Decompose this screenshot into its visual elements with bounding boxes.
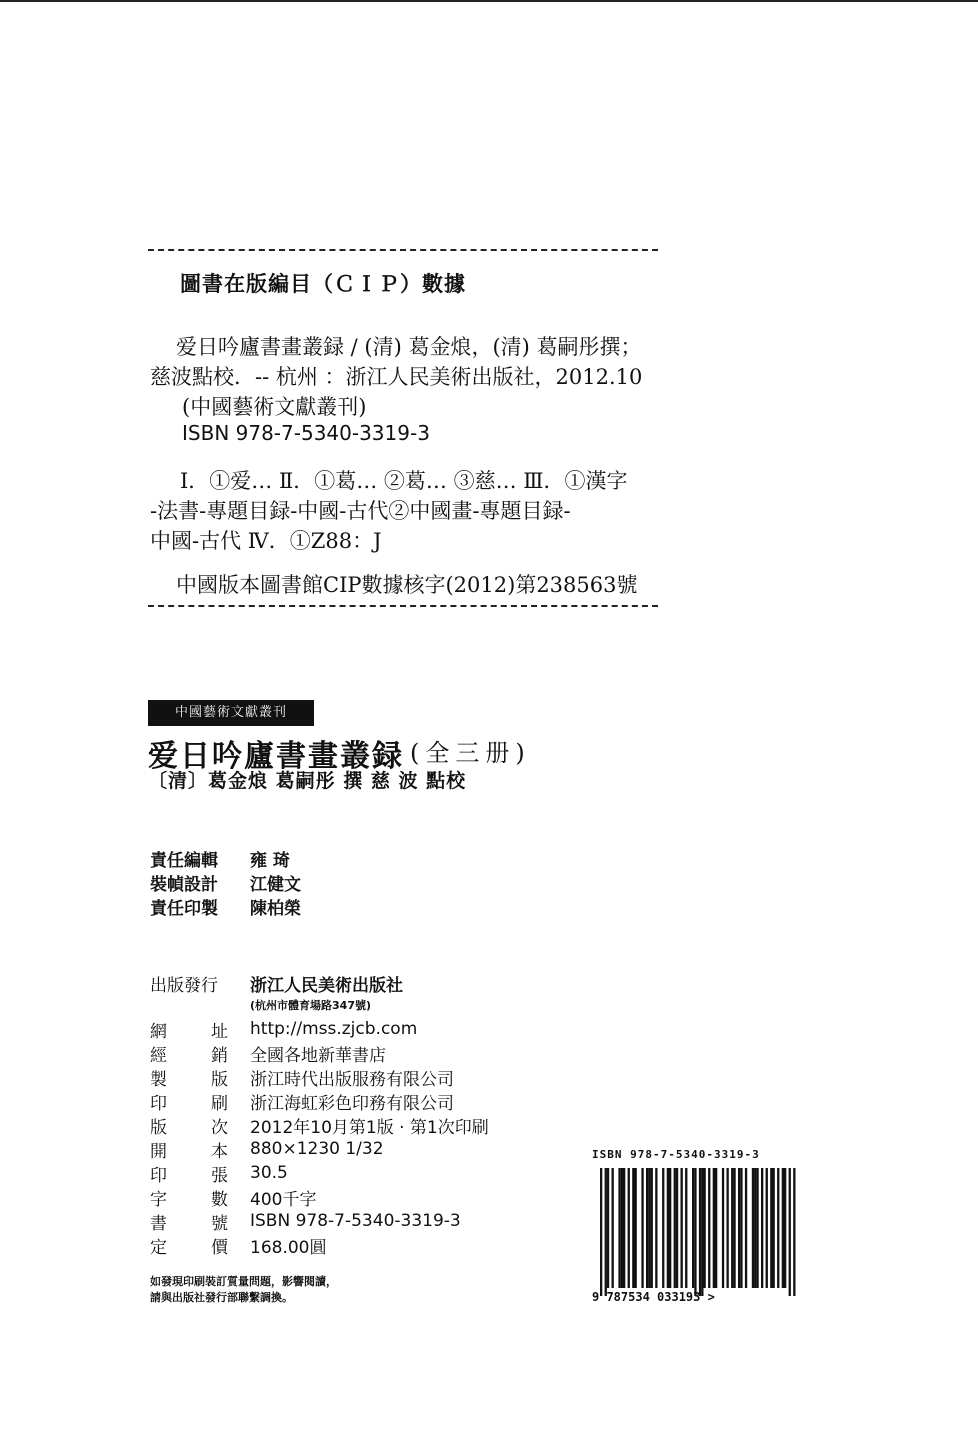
barcode-bar bbox=[694, 1168, 696, 1296]
book-volumes: (全三册) bbox=[410, 739, 531, 767]
cip-top-divider bbox=[148, 249, 658, 251]
barcode-bar bbox=[669, 1168, 671, 1288]
barcode-isbn-label: ISBN 978-7-5340-3319-3 bbox=[592, 1148, 760, 1161]
barcode-bar bbox=[731, 1168, 733, 1288]
cip-classification-line-3: 中國-古代 Ⅳ．①Z88：J bbox=[150, 529, 382, 553]
pub-row bbox=[150, 1161, 489, 1185]
publisher-label: 出版發行 bbox=[150, 975, 218, 996]
pub-label: 製 版 bbox=[150, 1069, 228, 1090]
barcode-bar bbox=[777, 1168, 779, 1288]
cip-verification-line: 中國版本圖書館CIP數據核字(2012)第238563號 bbox=[176, 573, 638, 597]
quality-notice bbox=[150, 1274, 337, 1306]
barcode-bar bbox=[628, 1168, 630, 1288]
publisher-name: 浙江人民美術出版社 bbox=[250, 975, 403, 996]
credit-label: 責任編輯 bbox=[150, 851, 218, 871]
pub-label: 定 價 bbox=[150, 1237, 228, 1258]
cip-isbn-line: ISBN 978-7-5340-3319-3 bbox=[182, 421, 430, 445]
pub-value: http://mss.zjcb.com bbox=[250, 1019, 418, 1039]
pub-value: 浙江海虹彩色印務有限公司 bbox=[250, 1093, 454, 1114]
barcode-bar bbox=[773, 1168, 775, 1288]
book-authors: 〔清〕葛金烺 葛嗣彤 撰 慈 波 點校 bbox=[148, 770, 467, 792]
top-rule bbox=[0, 0, 978, 2]
cip-publisher-line: 慈波點校．-- 杭州 ：浙江人民美術出版社，2012.10 bbox=[150, 365, 643, 389]
barcode-bar bbox=[667, 1168, 669, 1288]
pub-value: 全國各地新華書店 bbox=[250, 1045, 386, 1066]
barcode-bar bbox=[754, 1168, 756, 1288]
pub-label: 版 次 bbox=[150, 1117, 228, 1138]
pub-label: 網 址 bbox=[150, 1021, 228, 1042]
credit-value: 江健文 bbox=[250, 875, 301, 895]
pub-value: 30.5 bbox=[250, 1163, 288, 1183]
barcode-bar bbox=[713, 1168, 715, 1288]
barcode-digits: 9 787534 033193 > bbox=[592, 1290, 715, 1304]
barcode-bar bbox=[648, 1168, 650, 1288]
barcode-bar bbox=[756, 1168, 758, 1288]
barcode-bar bbox=[770, 1168, 772, 1288]
barcode-bar bbox=[699, 1168, 701, 1296]
barcode-bar bbox=[740, 1168, 742, 1288]
barcode-icon bbox=[592, 1160, 806, 1310]
barcode-bar bbox=[641, 1168, 643, 1288]
barcode-bar bbox=[784, 1168, 786, 1288]
barcode-bar bbox=[600, 1168, 602, 1296]
pub-row bbox=[150, 1113, 489, 1137]
barcode-bar bbox=[789, 1168, 791, 1296]
pub-label: 印 張 bbox=[150, 1165, 228, 1186]
barcode-bar bbox=[662, 1168, 664, 1288]
barcode-bar bbox=[685, 1168, 687, 1288]
barcode-bar bbox=[766, 1168, 768, 1288]
pub-value: 2012年10月第1版 · 第1次印刷 bbox=[250, 1117, 489, 1138]
barcode-bar bbox=[674, 1168, 676, 1288]
barcode-bar bbox=[607, 1168, 609, 1288]
barcode-bar bbox=[655, 1168, 657, 1288]
cip-bottom-divider bbox=[148, 605, 658, 607]
pub-row bbox=[150, 1185, 489, 1209]
barcode-bar bbox=[605, 1168, 607, 1296]
barcode-bar bbox=[715, 1168, 717, 1288]
barcode-bar bbox=[651, 1168, 653, 1288]
pub-row bbox=[150, 1065, 489, 1089]
cip-heading: 圖書在版編目（ＣＩＰ）數據 bbox=[180, 271, 466, 296]
barcode-bar bbox=[701, 1168, 703, 1296]
pub-value: 400千字 bbox=[250, 1189, 317, 1210]
pub-label: 印 刷 bbox=[150, 1093, 228, 1114]
credit-row bbox=[150, 870, 301, 894]
barcode-bar bbox=[761, 1168, 763, 1288]
barcode-bar bbox=[618, 1168, 620, 1288]
credit-label: 裝幀設計 bbox=[150, 875, 218, 895]
credit-value: 雍 琦 bbox=[250, 851, 290, 871]
cip-series-line: (中國藝術文獻叢刊) bbox=[182, 395, 367, 419]
pub-row bbox=[150, 1017, 489, 1041]
credit-label: 責任印製 bbox=[150, 899, 218, 919]
publisher-address: (杭州市體育場路347號) bbox=[250, 999, 372, 1012]
publisher-row bbox=[150, 971, 489, 995]
barcode-bar bbox=[708, 1168, 710, 1288]
barcode-bar bbox=[681, 1168, 683, 1288]
barcode-bar bbox=[692, 1168, 694, 1288]
series-badge: 中國藝術文獻叢刊 bbox=[148, 700, 314, 726]
credits-list bbox=[150, 846, 301, 918]
pub-row bbox=[150, 1209, 489, 1233]
credit-row bbox=[150, 894, 301, 918]
pub-label: 字 數 bbox=[150, 1189, 228, 1210]
barcode-bar bbox=[738, 1168, 740, 1288]
credit-value: 陳柏榮 bbox=[250, 899, 301, 919]
pub-label: 經 銷 bbox=[150, 1045, 228, 1066]
barcode-bar bbox=[793, 1168, 795, 1296]
pub-value: 168.00圓 bbox=[250, 1237, 327, 1258]
barcode-bar bbox=[632, 1168, 634, 1288]
pub-value: 浙江時代出版服務有限公司 bbox=[250, 1069, 454, 1090]
barcode-bar bbox=[621, 1168, 623, 1288]
cip-classification-line-1: Ⅰ．①爱… Ⅱ．①葛… ②葛… ③慈… Ⅲ．①漢字 bbox=[180, 469, 628, 493]
pub-label: 書 號 bbox=[150, 1213, 228, 1234]
book-title: 爱日吟廬書畫叢録 bbox=[148, 739, 404, 774]
pub-row bbox=[150, 1233, 489, 1257]
pub-value: ISBN 978-7-5340-3319-3 bbox=[250, 1211, 461, 1231]
barcode-bar bbox=[635, 1168, 637, 1288]
barcode-bar bbox=[612, 1168, 614, 1288]
barcode-bar bbox=[646, 1168, 648, 1288]
barcode-bar bbox=[704, 1168, 706, 1288]
publication-info bbox=[150, 971, 489, 1257]
cip-classification-line-2: -法書-專題目録-中國-古代②中國畫-專題目録- bbox=[150, 499, 571, 523]
cip-title-line: 爱日吟廬書畫叢録 / (清) 葛金烺，(清) 葛嗣彤撰； bbox=[176, 335, 642, 359]
barcode-bar bbox=[745, 1168, 747, 1288]
barcode-bar bbox=[782, 1168, 784, 1288]
pub-row bbox=[150, 1089, 489, 1113]
pub-value: 880×1230 1/32 bbox=[250, 1139, 384, 1159]
barcode-bar bbox=[752, 1168, 754, 1288]
barcode-bar bbox=[623, 1168, 625, 1288]
notice-line: 如發現印刷裝訂質量問題，影響閱讀， bbox=[150, 1275, 337, 1288]
barcode-bar bbox=[727, 1168, 729, 1288]
pub-row bbox=[150, 1137, 489, 1161]
notice-line: 請與出版社發行部聯繫調換。 bbox=[150, 1291, 293, 1304]
barcode-bar bbox=[722, 1168, 724, 1288]
pub-row bbox=[150, 1041, 489, 1065]
credit-row bbox=[150, 846, 301, 870]
pub-label: 開 本 bbox=[150, 1141, 228, 1162]
barcode-bar bbox=[733, 1168, 735, 1288]
barcode-bar bbox=[676, 1168, 678, 1288]
